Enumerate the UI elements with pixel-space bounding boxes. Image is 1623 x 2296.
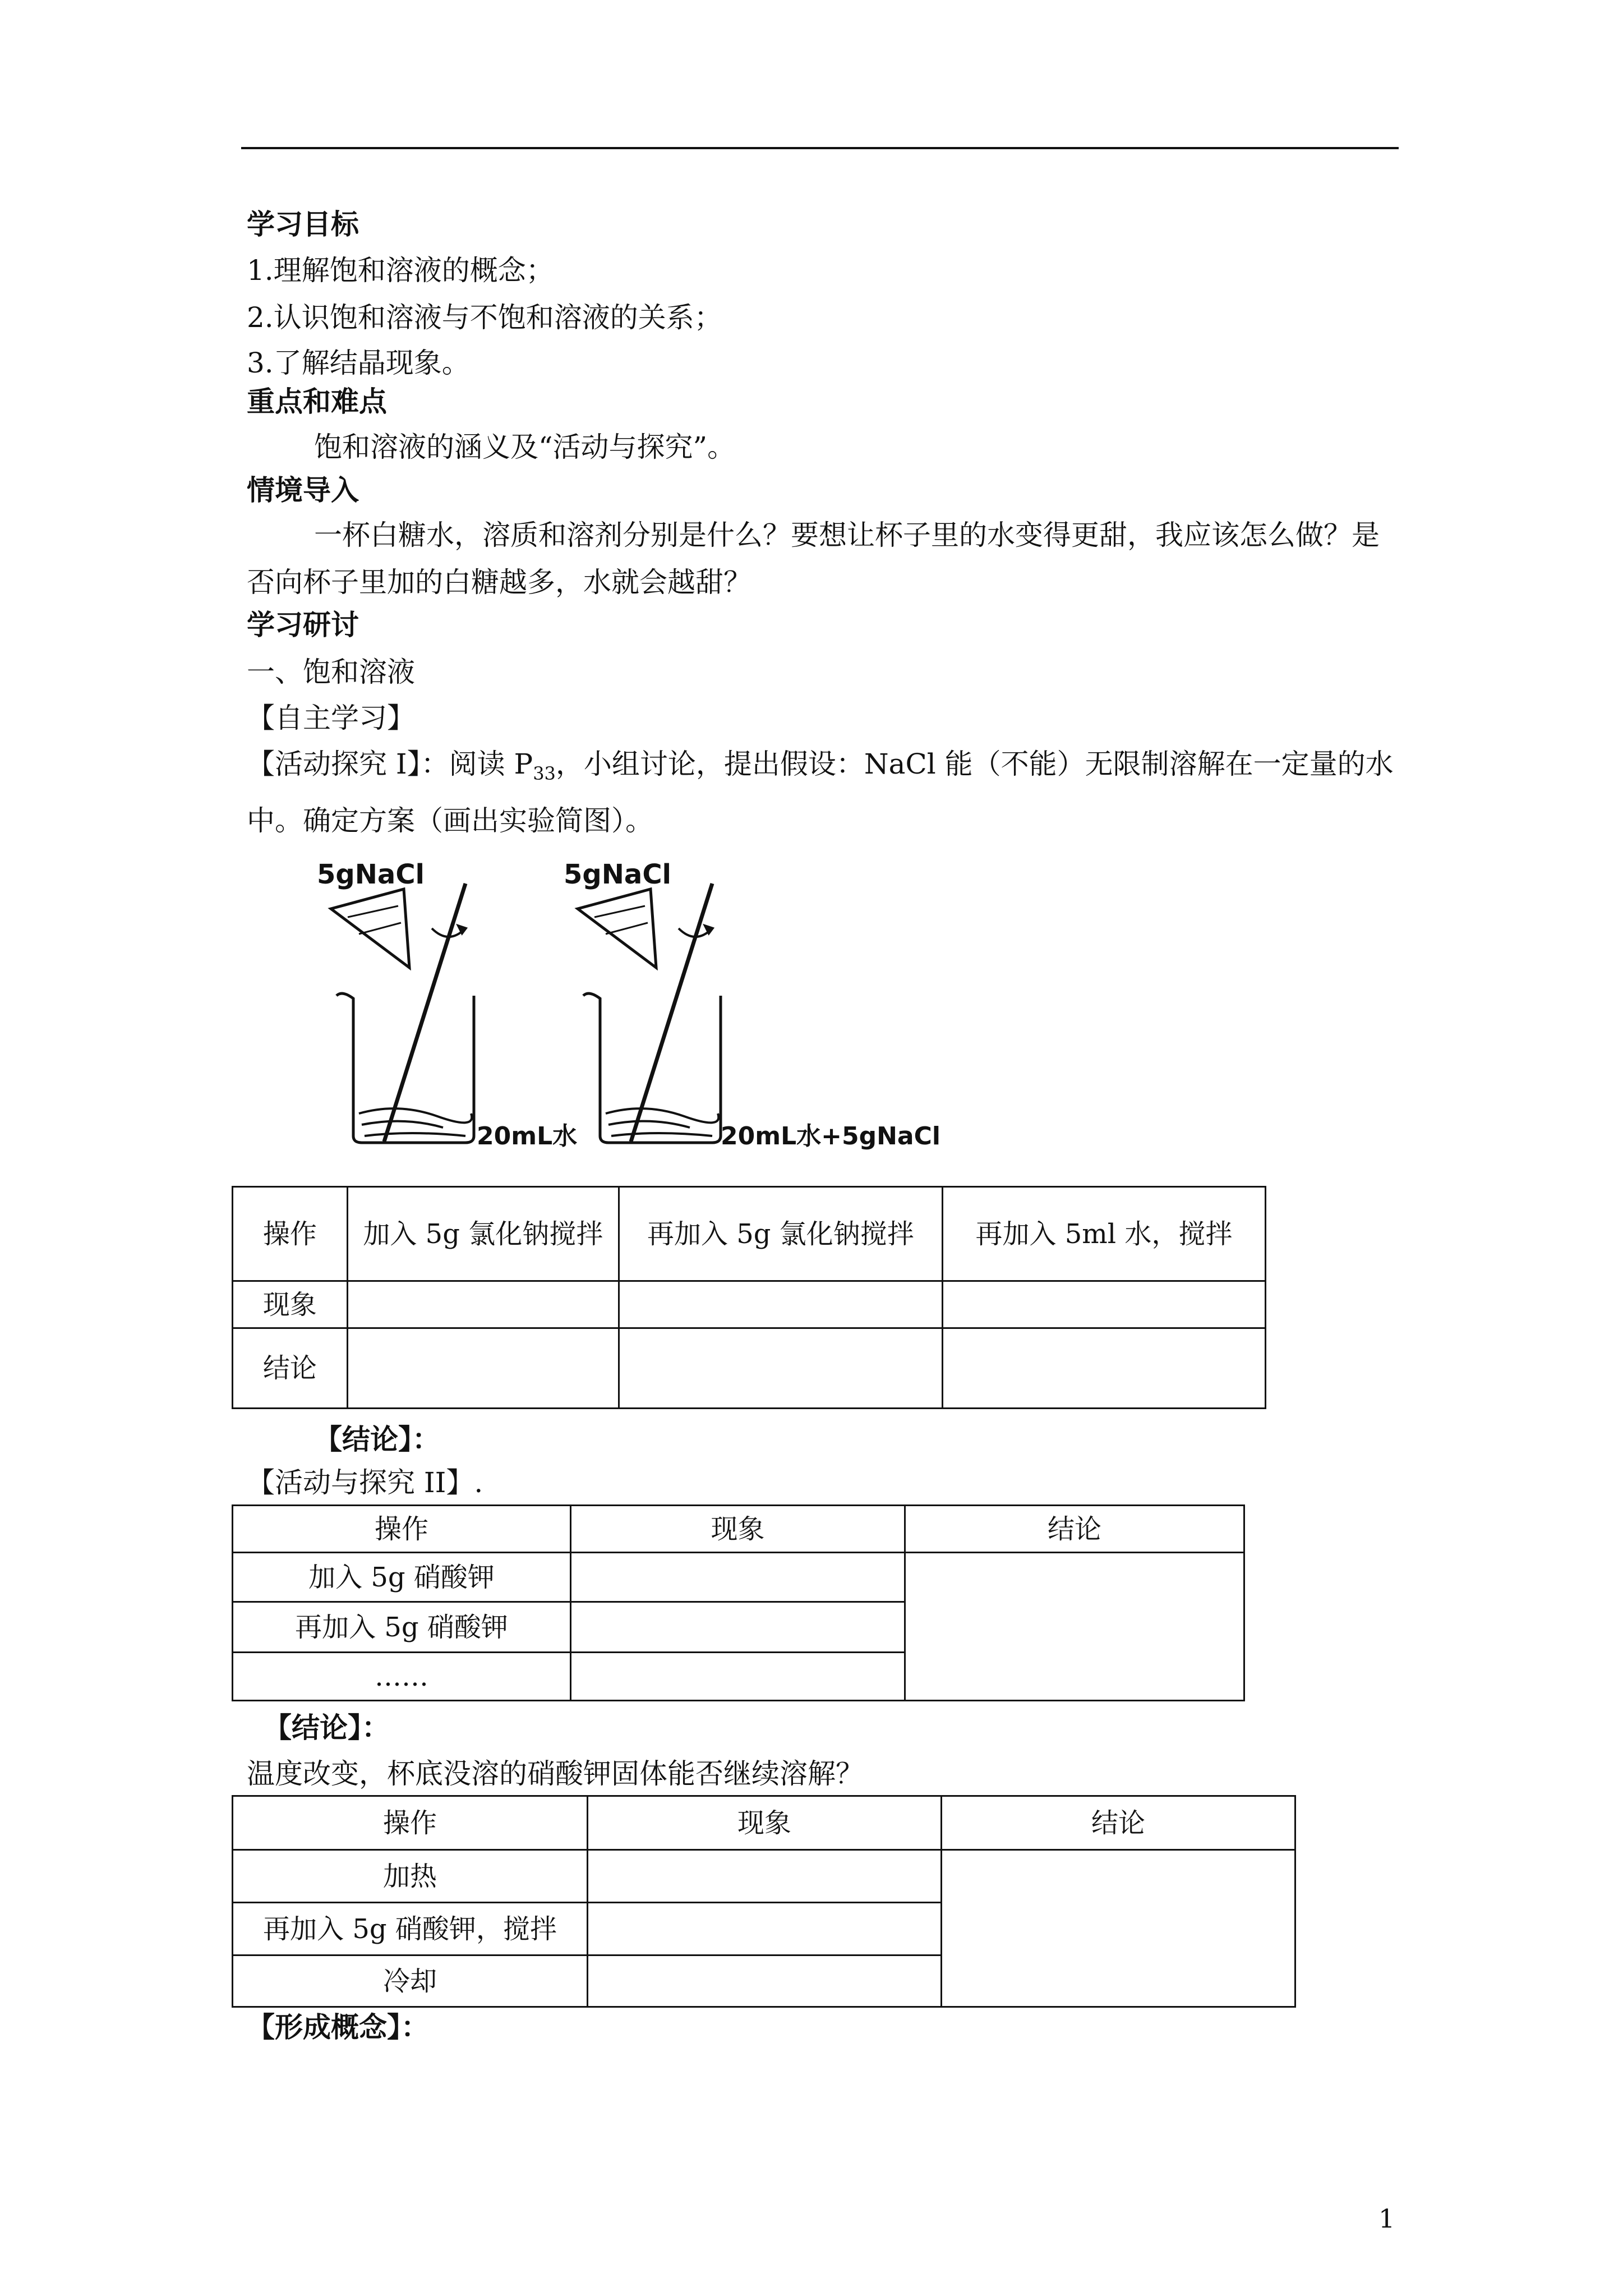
page-ref-subscript: 33 [533, 763, 556, 784]
left-beaker-caption: 20mL水 [477, 1122, 578, 1151]
table-cell-empty[interactable] [588, 1850, 942, 1903]
table-cell-empty[interactable] [347, 1328, 619, 1409]
intro-title: 情境导入 [247, 474, 359, 507]
table-cell: 再加入 5ml 水，搅拌 [942, 1187, 1265, 1281]
table-cell-empty[interactable] [571, 1553, 905, 1602]
left-stir-rod [384, 884, 465, 1142]
table-cell: 操作 [233, 1796, 588, 1850]
goal-item: 3.了解结晶现象。 [247, 347, 470, 379]
goal-item: 1.理解饱和溶液的概念； [247, 254, 554, 287]
right-stir-rod [631, 884, 712, 1142]
table-row [233, 1328, 1266, 1409]
concept-label: 【形成概念】： [247, 2011, 429, 2044]
table-cell-empty[interactable] [942, 1850, 1295, 2007]
table-row [233, 1187, 1266, 1281]
left-apparatus [331, 884, 474, 1143]
right-paper-cone [578, 889, 656, 968]
table-cell: 加入 5g 氯化钠搅拌 [347, 1187, 619, 1281]
table-cell: 现象 [588, 1796, 942, 1850]
table-cell-empty[interactable] [588, 1955, 942, 2007]
table-row [233, 1281, 1266, 1328]
intro-text: 一杯白糖水，溶质和溶剂分别是什么？要想让杯子里的水变得更甜，我应该怎么做？是否向杯子里加的白糖越多，水就会越甜？ [247, 519, 1380, 599]
table-cell: 现象 [571, 1506, 905, 1553]
conclusion-label: 【结论】： [264, 1711, 390, 1744]
right-beaker-caption: 20mL水+5gNaCl [721, 1122, 940, 1151]
activity2-label: 【活动与探究 II】. [247, 1466, 483, 1499]
table-cell-empty[interactable] [588, 1903, 942, 1955]
self-study-label: 【自主学习】 [247, 702, 415, 734]
left-paper-cone [331, 889, 409, 968]
table-cell: 加入 5g 硝酸钾 [233, 1553, 571, 1602]
question-text: 温度改变，杯底没溶的硝酸钾固体能否继续溶解？ [247, 1757, 864, 1790]
table-cell-empty[interactable] [347, 1281, 619, 1328]
table-cell-empty[interactable] [942, 1281, 1265, 1328]
page-number: 1 [1378, 2203, 1395, 2234]
table-row [233, 1553, 1244, 1602]
left-nacl-label: 5gNaCl [317, 859, 425, 890]
table-cell: 操作 [233, 1187, 348, 1281]
table-cell: 操作 [233, 1506, 571, 1553]
table-cell: 加热 [233, 1850, 588, 1903]
table-cell-empty[interactable] [571, 1602, 905, 1653]
right-apparatus [578, 884, 721, 1143]
study-title: 学习研讨 [247, 609, 359, 641]
table-cell: 冷却 [233, 1955, 588, 2007]
activity1-text [247, 740, 1396, 844]
table-cell: 再加入 5g 硝酸钾 [233, 1602, 571, 1653]
table-cell: 结论 [905, 1506, 1244, 1553]
table-cell: …… [233, 1653, 571, 1701]
key-text: 饱和溶液的涵义及“活动与探究”。 [314, 431, 736, 463]
table-row [233, 1796, 1295, 1850]
table-cell: 再加入 5g 氯化钠搅拌 [619, 1187, 942, 1281]
right-nacl-label: 5gNaCl [564, 859, 671, 890]
table-cell: 现象 [233, 1281, 348, 1328]
table-cell: 再加入 5g 硝酸钾，搅拌 [233, 1903, 588, 1955]
experiment-figure [314, 855, 959, 1153]
table-row [233, 1506, 1244, 1553]
conclusion-label: 【结论】： [314, 1423, 440, 1456]
table-cell-empty[interactable] [619, 1328, 942, 1409]
part-heading: 一、饱和溶液 [247, 656, 415, 688]
table-temperature [232, 1795, 1296, 2008]
activity1-part-b: ，小组讨论，提出假设：NaCl 能（不能）无限制溶解在一定量的水中。确定方案（画出实验简图）。 [247, 748, 1394, 837]
table-cell-empty[interactable] [905, 1553, 1244, 1701]
table-kno3 [232, 1504, 1245, 1701]
table-cell: 结论 [942, 1796, 1295, 1850]
table-nacl [232, 1186, 1266, 1409]
table-cell-empty[interactable] [571, 1653, 905, 1701]
activity1-part-a: 【活动探究 I】：阅读 P [247, 748, 533, 780]
key-title: 重点和难点 [247, 385, 387, 418]
table-cell: 结论 [233, 1328, 348, 1409]
table-row [233, 1850, 1295, 1903]
table-cell-empty[interactable] [942, 1328, 1265, 1409]
header-rule [241, 147, 1399, 149]
goals-title: 学习目标 [247, 208, 359, 241]
goal-item: 2.认识饱和溶液与不饱和溶液的关系； [247, 301, 722, 334]
table-cell-empty[interactable] [619, 1281, 942, 1328]
